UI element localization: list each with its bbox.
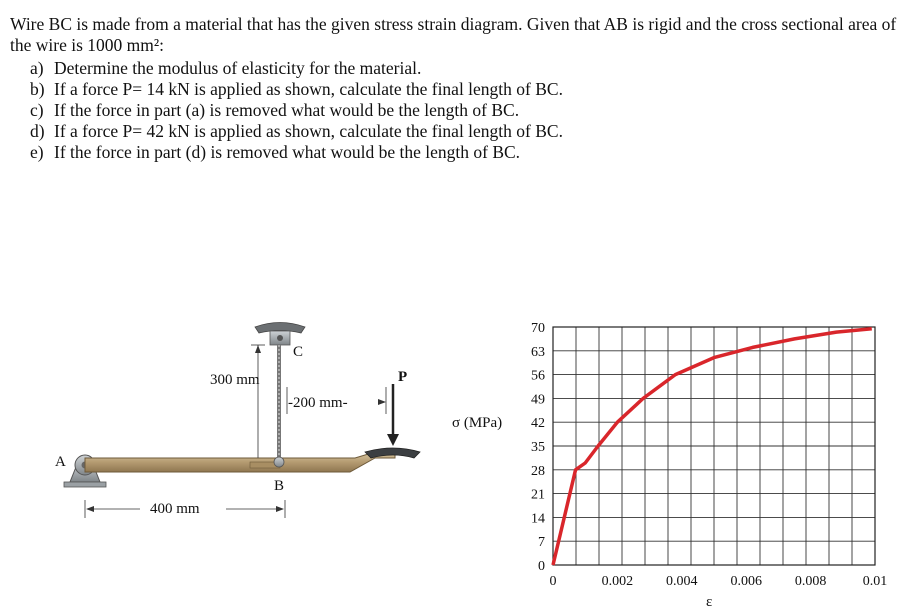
x-tick-label: 0.004 <box>666 574 698 589</box>
y-tick-label: 28 <box>531 463 545 479</box>
wire-bc <box>274 345 284 467</box>
label-b: B <box>274 478 285 494</box>
dim-wire-length <box>251 345 265 458</box>
x-tick-label: 0.01 <box>862 574 888 589</box>
y-tick-label: 14 <box>531 511 545 527</box>
y-tick-label: 0 <box>538 559 545 574</box>
x-tick-label: 0.002 <box>601 574 634 589</box>
mechanism-drawing <box>55 323 420 519</box>
part-label: e) <box>30 142 44 162</box>
y-tick-label: 56 <box>531 368 545 384</box>
load-arrow-p <box>365 384 420 458</box>
dim-wire-text: 300 mm <box>210 372 260 388</box>
x-axis-label: ε <box>706 594 713 609</box>
x-tick-label: 0.008 <box>794 574 827 589</box>
part-text: If the force in part (d) is removed what would be the length of BC. <box>54 142 521 162</box>
stress-strain-chart <box>452 321 887 609</box>
x-tick-labels <box>550 574 888 589</box>
x-tick-label: 0 <box>549 574 557 589</box>
part-text: If the force in part (a) is removed what would be the length of BC. <box>54 100 520 120</box>
problem-intro: Wire BC is made from a material that has the given stress strain diagram. Given that AB is rigid and the cross sectional area of the wire is 1000 mm²: <box>10 14 897 55</box>
y-tick-label: 42 <box>531 416 545 432</box>
y-tick-labels <box>531 321 545 574</box>
y-tick-label: 7 <box>538 535 545 551</box>
label-a: A <box>55 454 66 470</box>
y-tick-label: 70 <box>531 321 545 336</box>
stress-strain-curve <box>553 329 872 565</box>
dim-b-to-p-text: -200 mm- <box>288 395 348 411</box>
rigid-bar-ab <box>85 452 395 472</box>
part-label: d) <box>30 121 45 141</box>
part-text: Determine the modulus of elasticity for the material. <box>54 58 422 78</box>
y-tick-label: 63 <box>531 344 545 360</box>
part-text: If a force P= 14 kN is applied as shown, calculate the final length of BC. <box>54 79 563 99</box>
part-label: a) <box>30 58 44 78</box>
label-p: P <box>398 369 408 385</box>
y-tick-label: 35 <box>531 440 545 455</box>
part-label: b) <box>30 79 45 99</box>
dim-a-to-b-text: 400 mm <box>150 501 200 517</box>
chart-grid <box>553 327 875 565</box>
part-label: c) <box>30 100 44 120</box>
y-tick-label: 21 <box>531 487 545 503</box>
label-c: C <box>293 344 304 360</box>
ceiling-support-c <box>255 323 305 346</box>
y-axis-label: σ (MPa) <box>452 415 503 431</box>
x-tick-label: 0.006 <box>730 574 762 589</box>
y-tick-label: 49 <box>531 392 545 408</box>
part-text: If a force P= 42 kN is applied as shown, calculate the final length of BC. <box>54 121 563 141</box>
